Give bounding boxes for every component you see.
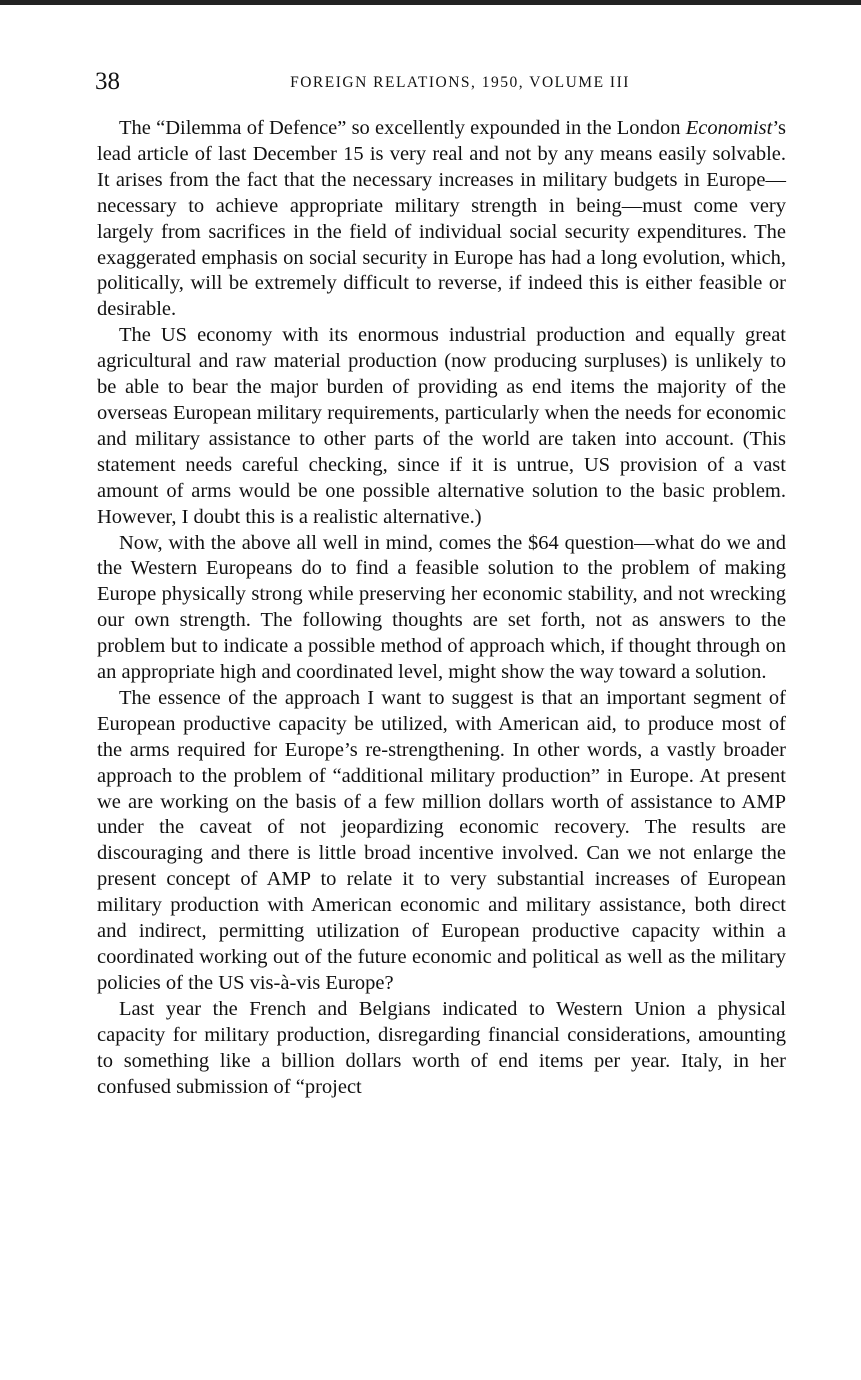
document-body <box>97 116 786 1100</box>
paragraph-64-question: Now, with the above all well in mind, comes the $64 question—what do we and the Western Europeans do to find a feasible solution to the problem of making Europe physically strong while preserving her economic stability, and not wrecking our own strength. The following thoughts are set forth, not as answers to the problem but to indicate a possible method of approach which, if thought through on an appropriate high and coordinated level, might show the way toward a solution. <box>97 531 786 684</box>
paragraph-essence-of-approach: The essence of the approach I want to suggest is that an important segment of European productive capacity be utilized, with American aid, to produce most of the arms required for Europe’s re-strengthening. In other words, a vastly broader approach to the problem of “additional military production” in Europe. At present we are working on the basis of a few million dollars worth of assistance to AMP under the caveat of not jeopardizing economic recovery. The results are discouraging and there is little broad incentive involved. Can we not enlarge the present concept of AMP to relate it to very substantial increases of European military production with American economic and military assistance, both direct and indirect, permitting utilization of European productive capacity within a coordinated working out of the future economic and political as well as the military policies of the US vis-à-vis Europe? <box>97 686 786 994</box>
top-edge-rule <box>0 0 861 5</box>
page-header <box>95 66 785 100</box>
paragraph-text-before: The “Dilemma of Defence” so excellently expounded in the London <box>119 117 686 139</box>
paragraph-last-year: Last year the French and Belgians indicated to Western Union a physical capacity for military production, disregarding financial considerations, amounting to something like a billion dollars worth of end items per year. Italy, in her confused submission of “project <box>97 997 786 1098</box>
publication-title: Economist <box>685 117 773 139</box>
page-number: 38 <box>95 68 120 95</box>
running-title: FOREIGN RELATIONS, 1950, VOLUME III <box>290 74 630 91</box>
paragraph-us-economy: The US economy with its enormous industrial production and equally great agricultural and raw material production (now producing surpluses) is unlikely to be able to bear the major burden of providing as end items the majority of the overseas European military requirements, particularly when the needs for economic and military assistance to other parts of the world are taken into account. (This statement needs careful checking, since if it is untrue, US provision of a vast amount of arms would be one possible alternative solution to the basic problem. However, I doubt this is a realistic alternative.) <box>97 324 786 528</box>
paragraph-dilemma-of-defence <box>97 116 786 323</box>
paragraph-text-after: ’s lead article of last December 15 is very real and not by any means easily solvable. It arises from the fact that the necessary increases in military budgets in Europe—necessary to achieve appropriate military strength in being—must come very largely from sacrifices in the field of individual social security expenditures. The exaggerated emphasis on social security in Europe has had a long evolution, which, politically, will be extremely difficult to reverse, if indeed this is either feasible or desirable. <box>97 117 786 321</box>
